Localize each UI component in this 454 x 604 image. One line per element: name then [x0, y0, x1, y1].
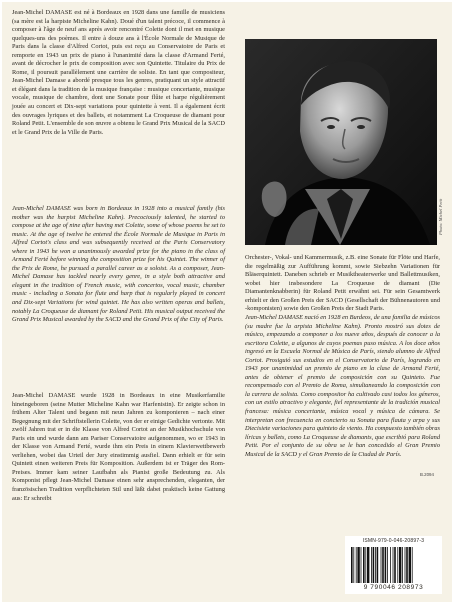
barcode-number: 9 790046 208973 [363, 584, 424, 591]
german-biography-part1: Jean-Michel DAMASE wurde 1928 in Bordeaux in eine Musikerfamilie hineingeboren (seine Mutter Micheline Kahn war Harfenistin). Er zeigte schon in frühem Alter Talent und begann mit neun Jahren zu komponieren – nach einer Begegnung mit der Schriftstellerin Colette, von der er einige Gedichte vertonte. Mit zwölf Jahren trat er in die Klasse von Alfred Cortot an der Musikhochschule von Paris ein und wurde dann am Pariser Conservatoire aufgenommen, wo er 1943 in der Klasse von Armand Ferté, wurde ihm ein Preis in einem Klavierwettbewerb verliehen, wobei das Urteil der Jury einstimmig ausfiel. Dann erhielt er für sein Quintett einen weiteren Preis für Komposition. Außerdem ist er Träger des Rom-Preises. Immer kam seiner Laufbahn als Pianist große Bedeutung zu. Als Komponist pflegt Jean-Michel Damase einen sehr ansprechenden, eleganten, der französischen Tradition verpflichteten Stil und läßt dabei praktisch keine Gattung aus: Er schreibt [12, 392, 225, 502]
french-biography: Jean-Michel DAMASE est né à Bordeaux en 1928 dans une famille de musiciens (sa mère est la harpiste Micheline Kahn). Doué d'un talent précoce, il commence à composer à l'âge de neuf ans après avoir rencontré Colette dont il met en musique quelques-uns des poèmes. Il entre à douze ans à l'École Normale de Musique de Paris dans la classe d'Alfred Cortot, puis est reçu au Conservatoire de Paris et remporte en 1943 un prix de piano à l'unanimité dans la classe d'Armand Ferté, avant de décrocher le prix de composition avec son Quintette. Titulaire du Prix de Rome, il poursuit parallèlement une carrière de soliste. En tant que compositeur, Jean-Michel Damase a abordé presque tous les genres, pratiquant un style attractif et élégant dans la tradition de la musique française : musique concertante, musique vocale, musique de chambre, dont une Sonate pour flûte et harpe régulièrement jouée au concert et Dix-sept variations pour quintette à vent. Il a également écrit des ouvrages lyriques et des ballets, et notamment La Croqueuse de diamant pour Roland Petit. L'ensemble de son œuvre a obtenu le Grand Prix Musical de la SACD et le Grand Prix de la Ville de Paris. [12, 9, 225, 136]
german-biography-part2: Orchester-, Vokal- und Kammermusik, z.B. eine Sonate für Flöte und Harfe, die regelmäßig zur Aufführung kommt, sowie Siebzehn Variationen für Bläserquintett. Daneben schrieb er Musiktheaterwerke und Ballettmusiken, wobei hier insbesondere La Croqueuse de diamant (Die Diamantenknabberin) für Roland Petit erwähnt sei. Für sein Gesamtwerk erhielt er den Großen Preis der SACD (Gesellschaft der Bühnenautoren und -komponisten) sowie den Großen Preis der Stadt Paris. [245, 254, 440, 313]
photo-credit: Photo: Michel Petit [438, 198, 443, 235]
spanish-biography: Jean-Michel DAMASE nació en 1928 en Burdeos, de una familia de músicos (su madre fue la arpista Micheline Kahn). Pronto mostró sus dotes de músico, empezando a componer a los nueve años, después de conocer a la escritora Colette, a algunos de cuyos poemas puso música. A los doce años ingresó en la Escuela Normal de Música de París, siendo alumno de Alfred Cortot. Prosiguió sus estudios en el Conservatorio de París, logrando en 1943 por unanimidad un premio de piano en la clase de Armand Ferté, antes de obtener el premio de composición con su Quinteto. Fue recompensado con el Premio de Roma, simultaneando la composición con la carrera de solista. Como compositor ha cultivado casi todos los géneros, con un estilo atractivo y elegante, fiel representante de la tradición musical francesa: música concertante, música vocal y música de cámara. Se interpretan con frecuencia en concierto su Sonata para flauta y arpa y sus Diecisiete variaciones para quinteto de viento. Ha compuesto también obras líricas y ballets, como La Croqueuse de diamants, que escribió para Roland Petit. Por el conjunto de su obra se le han concedido el Gran Premio Musical de la SACD y el Gran Premio de la Ciudad de París. [245, 314, 440, 458]
barcode-graphic [351, 547, 436, 583]
barcode-block [345, 536, 442, 594]
english-biography: Jean-Michel DAMASE was born in Bordeaux in 1928 into a musical family (his mother was the harpist Micheline Kahn). Precociously talented, he started to compose at the age of nine after having met Colette, some of whose poems he set to music. At the age of twelve he entered the École Normale de Musique in Paris in Alfred Cortot's class and was subsequently received at the Paris Conservatory where in 1943 he won a unanimously awarded prize for the piano in the class of Armand Ferté before winning the composition prize for his Quintet. The winner of the Prix de Rome, he pursued a parallel career as a soloist. As a composer, Jean-Michel Damase has tackled nearly every genre, in a style both attractive and elegant in the tradition of French music, with concertos, vocal music, chamber music - including a Sonata for flute and harp that is regularly played in concert and Dix-sept Variations for wind quintet. He has also written operas and ballets, notably La Croqueuse de diamant for Roland Petit. His musical output received the Grand Prix Musical awarded by the SACD and the Grand Prix of the City of Paris. [12, 205, 225, 324]
catalog-code: B.2094 [420, 472, 434, 477]
isbn-text: ISMN-979-0-046-20897-3 [362, 538, 425, 544]
composer-portrait-photo [245, 39, 437, 245]
back-cover-page [2, 2, 452, 602]
